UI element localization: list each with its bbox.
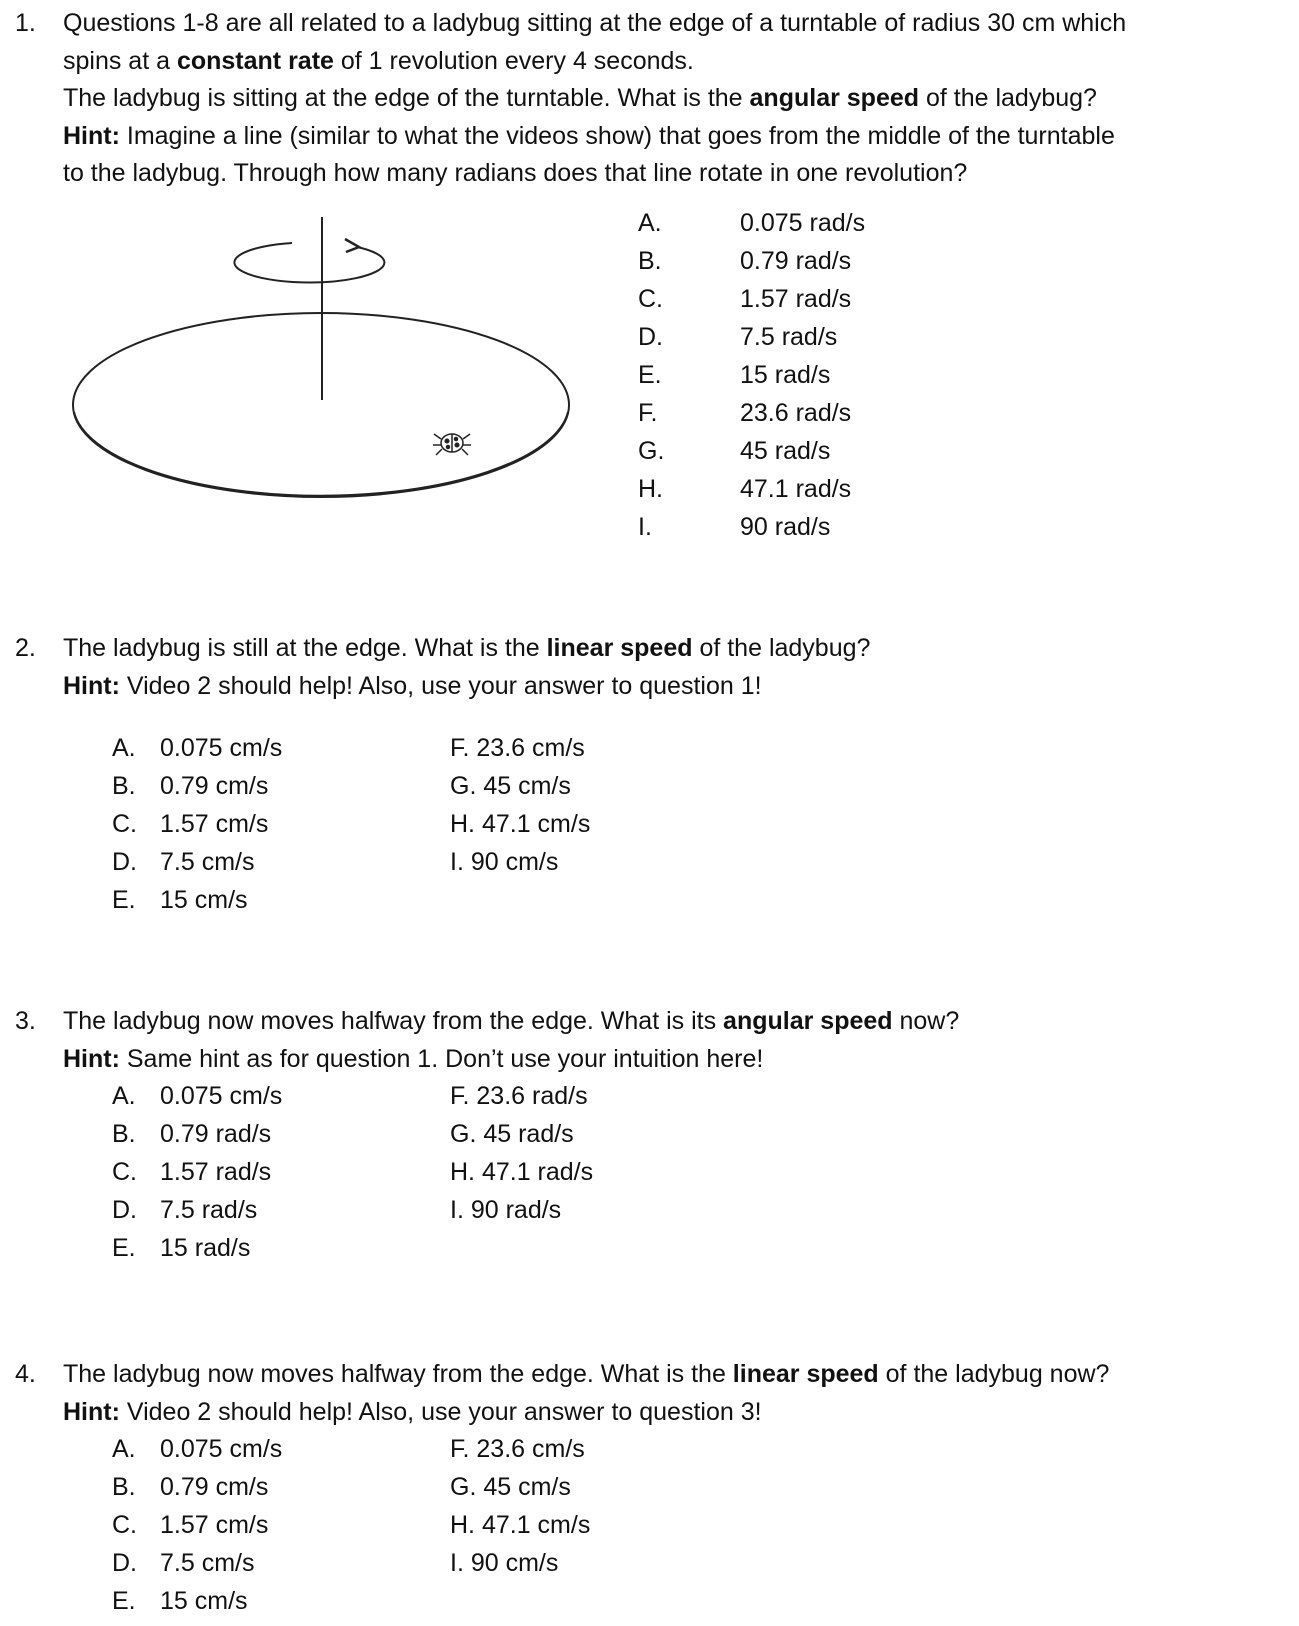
answer-option[interactable]: A. 0.075 cm/s (112, 1082, 283, 1110)
answer-option[interactable]: I. 90 cm/s (450, 1549, 559, 1577)
answer-option[interactable]: H. 47.1 rad/s (450, 1158, 594, 1186)
answer-option[interactable]: H. 47.1 cm/s (450, 1511, 591, 1539)
answer-option[interactable]: E. 15 cm/s (112, 886, 248, 914)
answer-option[interactable]: D. 7.5 rad/s (112, 1196, 258, 1224)
question-line: spins at a constant rate of 1 revolution every 4 seconds. (63, 46, 694, 75)
hint-line: Hint: Video 2 should help! Also, use your answer to question 3! (63, 1397, 762, 1426)
answer-option[interactable]: E. 15 cm/s (112, 1587, 248, 1615)
question-text (63, 5, 1283, 193)
question-text (63, 1003, 1283, 1078)
answer-option[interactable]: G. 45 rad/s (450, 1120, 574, 1148)
answer-option[interactable]: H. 47.1 cm/s (450, 810, 591, 838)
answer-option[interactable]: G. 45 cm/s (450, 772, 571, 800)
answer-option[interactable]: D. 7.5 cm/s (112, 1549, 255, 1577)
answer-option[interactable]: C. 1.57 cm/s (112, 1511, 269, 1539)
answer-option[interactable]: F. 23.6 rad/s (638, 399, 852, 427)
answer-option[interactable]: F. 23.6 rad/s (450, 1082, 588, 1110)
hint-line: Hint: Video 2 should help! Also, use your answer to question 1! (63, 671, 762, 700)
answer-option[interactable]: B. 0.79 cm/s (112, 772, 269, 800)
question-line: The ladybug now moves halfway from the edge. What is its angular speed now? (63, 1007, 960, 1035)
answer-option[interactable]: E. 15 rad/s (638, 361, 831, 389)
answer-option[interactable]: G. 45 rad/s (638, 437, 831, 465)
hint-line: Hint: Imagine a line (similar to what the videos show) that goes from the middle of the turntable (63, 121, 1115, 150)
answer-option[interactable]: C. 1.57 rad/s (638, 285, 852, 313)
question-text (63, 1356, 1283, 1431)
answer-option[interactable]: B. 0.79 rad/s (112, 1120, 272, 1148)
answer-option[interactable]: I. 90 rad/s (450, 1196, 562, 1224)
question-number: 3. (15, 1007, 36, 1035)
answer-option[interactable]: A. 0.075 cm/s (112, 1435, 283, 1463)
question-line: The ladybug now moves halfway from the edge. What is the linear speed of the ladybug now? (63, 1360, 1110, 1388)
question-line: The ladybug is still at the edge. What is the linear speed of the ladybug? (63, 634, 871, 662)
answer-option[interactable]: E. 15 rad/s (112, 1234, 251, 1262)
answer-option[interactable]: G. 45 cm/s (450, 1473, 571, 1501)
answer-option[interactable]: B. 0.79 rad/s (638, 247, 852, 275)
answer-option[interactable]: B. 0.79 cm/s (112, 1473, 269, 1501)
answer-option[interactable]: C. 1.57 cm/s (112, 810, 269, 838)
answer-option[interactable]: C. 1.57 rad/s (112, 1158, 272, 1186)
hint-line: Hint: Same hint as for question 1. Don’t use your intuition here! (63, 1044, 764, 1073)
question-text (63, 630, 1283, 705)
answer-option[interactable]: A. 0.075 rad/s (638, 209, 866, 237)
answer-option[interactable]: F. 23.6 cm/s (450, 1435, 585, 1463)
hint-line: to the ladybug. Through how many radians does that line rotate in one revolution? (63, 159, 968, 187)
answer-option[interactable]: F. 23.6 cm/s (450, 734, 585, 762)
answer-option[interactable]: H. 47.1 rad/s (638, 475, 852, 503)
question-number: 1. (15, 9, 36, 37)
question-line: The ladybug is sitting at the edge of the turntable. What is the angular speed of the ladybug? (63, 84, 1097, 112)
answer-option[interactable]: D. 7.5 rad/s (638, 323, 838, 351)
answer-option[interactable]: I. 90 rad/s (638, 513, 831, 541)
answer-option[interactable]: D. 7.5 cm/s (112, 848, 255, 876)
answer-option[interactable]: I. 90 cm/s (450, 848, 559, 876)
question-number: 2. (15, 634, 36, 662)
question-line: Questions 1-8 are all related to a ladybug sitting at the edge of a turntable of radius 30 cm which (63, 9, 1127, 37)
question-number: 4. (15, 1360, 36, 1388)
answer-option[interactable]: A. 0.075 cm/s (112, 734, 283, 762)
